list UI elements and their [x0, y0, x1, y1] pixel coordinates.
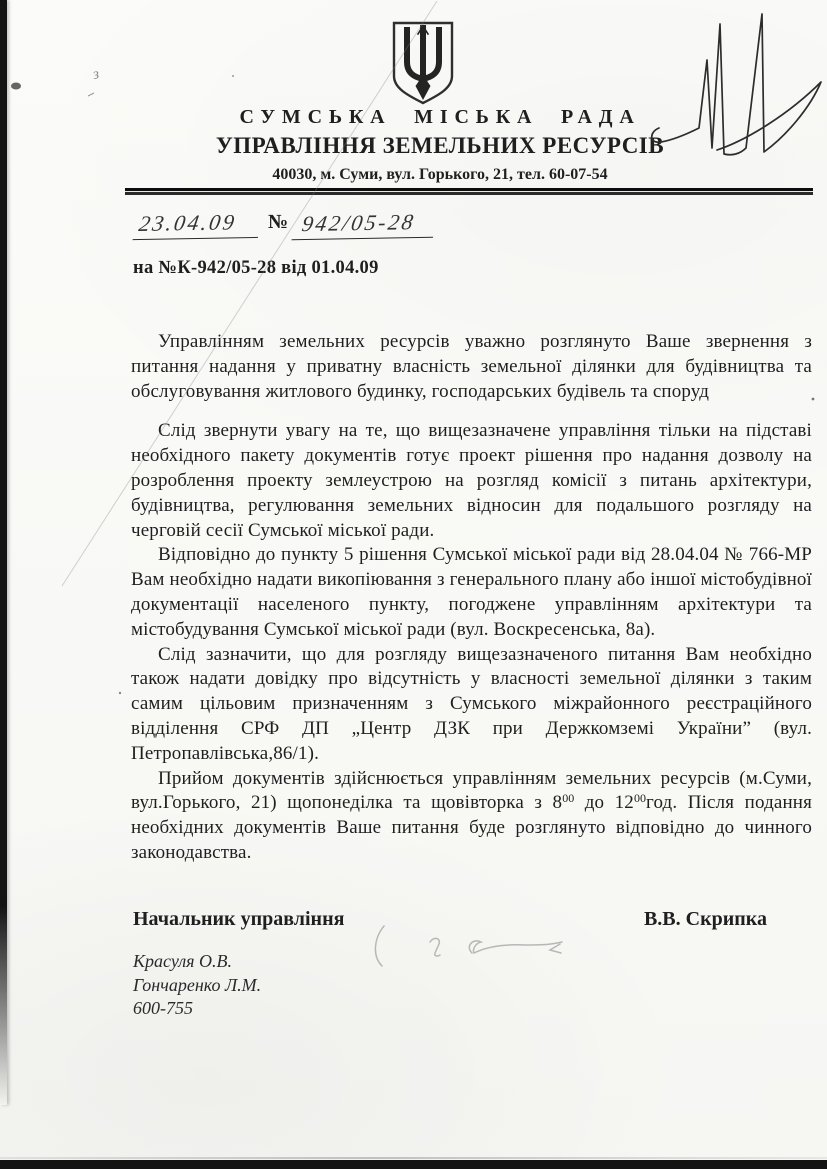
executor-phone: 600-755 — [133, 998, 193, 1018]
address-line: 40030, м. Суми, вул. Горького, 21, тел. 60-07-54 — [272, 166, 608, 183]
org-name: СУМСЬКА МІСЬКА РАДА — [239, 106, 641, 128]
number-sign: № — [268, 211, 289, 233]
dept-name: УПРАВЛІННЯ ЗЕМЕЛЬНИХ РЕСУРСІВ — [215, 133, 665, 158]
ukraine-trident-emblem-icon — [390, 20, 456, 106]
outgoing-number-handwritten: 942/05-28 — [292, 209, 438, 240]
letterhead-divider — [125, 188, 813, 195]
reference-line — [135, 210, 435, 239]
hours-text-after: год. Після подання необхідних документів Ваше питання буде розглянуто відповідно до чинного законодавства. — [131, 792, 812, 863]
hours-text-mid: до 12 — [574, 792, 634, 814]
margin-pencil-mark: з — [91, 66, 101, 83]
paragraph-certificate: Слід зазначити, що для розгляду вищезазначеного питання Вам необхідно також надати довідку про відсутність у власності земельної ділянки з таким самим цільовим призначенням з Сумського міжрайонного реєстраційного відділення СРФ ДП „Центр ДЗК при Держкомземі України” (вул. Петропавлівська,86/1). — [131, 643, 812, 764]
executors-block — [133, 950, 261, 1021]
bottom-scan-edge — [0, 1160, 827, 1169]
paragraph-office-hours — [131, 767, 812, 866]
letter-body — [131, 330, 812, 905]
paragraph-decision: Відповідно до пункту 5 рішення Сумської міської ради від 28.04.04 № 766-МР Вам необхідно надати викопіювання з генерального плану або іншої містобудівної документації населеного пункту, погоджене управлінням архітектури та містобудування Сумської міської ради (вул. Воскресенська, 8а). — [131, 544, 812, 640]
left-scan-edge — [0, 0, 7, 1105]
executor-name-1: Красуля О.В. — [133, 951, 233, 971]
reply-reference: на №К-942/05-28 від 01.04.09 — [133, 258, 379, 278]
hours-text-before: Прийом документів здійснюється управлінням земельних ресурсів (м.Суми, вул.Горького, 21) щопонеділка та щовівторка з 8 — [131, 767, 812, 814]
paragraph-procedure: Слід звернути увагу на те, що вищезазначене управління тільки на підставі необхідного пакету документів готує проект рішення про надання дозволу на розроблення проекту землеустрою на розгляд комісії з питань архітектури, будівництва, регулювання земельних відносин для подальшого розгляду на черговій сесії Сумської міської ради. — [131, 420, 812, 541]
executor-name-2: Гончаренко Л.М. — [133, 974, 262, 995]
hours-superscript-12: 00 — [633, 791, 646, 806]
signature-title: Начальник управління — [133, 908, 345, 930]
hours-superscript-8: 00 — [562, 791, 575, 806]
paragraph-appeal: Управлінням земельних ресурсів уважно розглянуто Ваше звернення з питання надання у приватну власність земельної ділянки для будівництва та обслуговування житлового будинку, господарських будівель та споруд — [131, 331, 812, 402]
head-signature-faint-ink — [375, 926, 562, 966]
signature-name: В.В. Скрипка — [643, 908, 767, 930]
paper-edge-shadow — [0, 1157, 827, 1159]
outgoing-date-handwritten: 23.04.09 — [133, 209, 263, 240]
